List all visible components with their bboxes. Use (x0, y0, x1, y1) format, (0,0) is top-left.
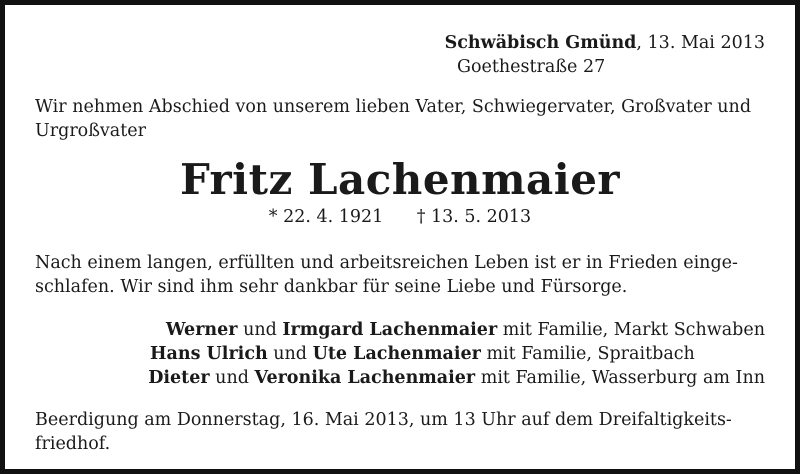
mourner-first-name: Werner (165, 320, 238, 340)
life-dates (5, 206, 795, 228)
mourner-connector: und (237, 320, 283, 340)
mourner-details: mit Familie, Spraitbach (480, 344, 695, 364)
mourner-second-name: Irmgard Lachenmaier (282, 320, 498, 340)
mourner-connector: und (209, 368, 255, 388)
place-date-line (445, 32, 765, 54)
message-line-2: schlafen. Wir sind ihm sehr dankbar für seine Liebe und Fürsorge. (35, 277, 628, 297)
mourner-line (148, 367, 765, 389)
mourner-line (150, 343, 695, 365)
mourner-details: mit Familie, Wasserburg am Inn (475, 368, 765, 388)
mourner-first-name: Hans Ulrich (150, 344, 268, 364)
mourner-first-name: Dieter (148, 368, 210, 388)
mourner-second-name: Ute Lachenmaier (312, 344, 481, 364)
mourner-connector: und (267, 344, 313, 364)
street-address: Goethestraße 27 (457, 57, 606, 77)
death-date: † 13. 5. 2013 (416, 207, 532, 227)
intro-line-2: Urgroßvater (35, 121, 146, 141)
birth-date: * 22. 4. 1921 (268, 207, 384, 227)
city-name: Schwäbisch Gmünd (444, 33, 637, 53)
mourner-line (166, 319, 765, 341)
notice-date: , 13. Mai 2013 (636, 33, 765, 53)
mourner-details: mit Familie, Markt Schwaben (497, 320, 765, 340)
deceased-name: Fritz Lachenmaier (179, 155, 621, 204)
mourner-second-name: Veronika Lachenmaier (254, 368, 476, 388)
funeral-line-1: Beerdigung am Donnerstag, 16. Mai 2013, um 13 Uhr auf dem Dreifaltigkeits- (35, 410, 732, 430)
intro-line-1: Wir nehmen Abschied von unserem lieben Vater, Schwiegervater, Großvater und (35, 97, 752, 117)
funeral-line-2: friedhof. (35, 434, 111, 454)
message-line-1: Nach einem langen, erfüllten und arbeitsreichen Leben ist er in Frieden einge- (35, 253, 738, 273)
